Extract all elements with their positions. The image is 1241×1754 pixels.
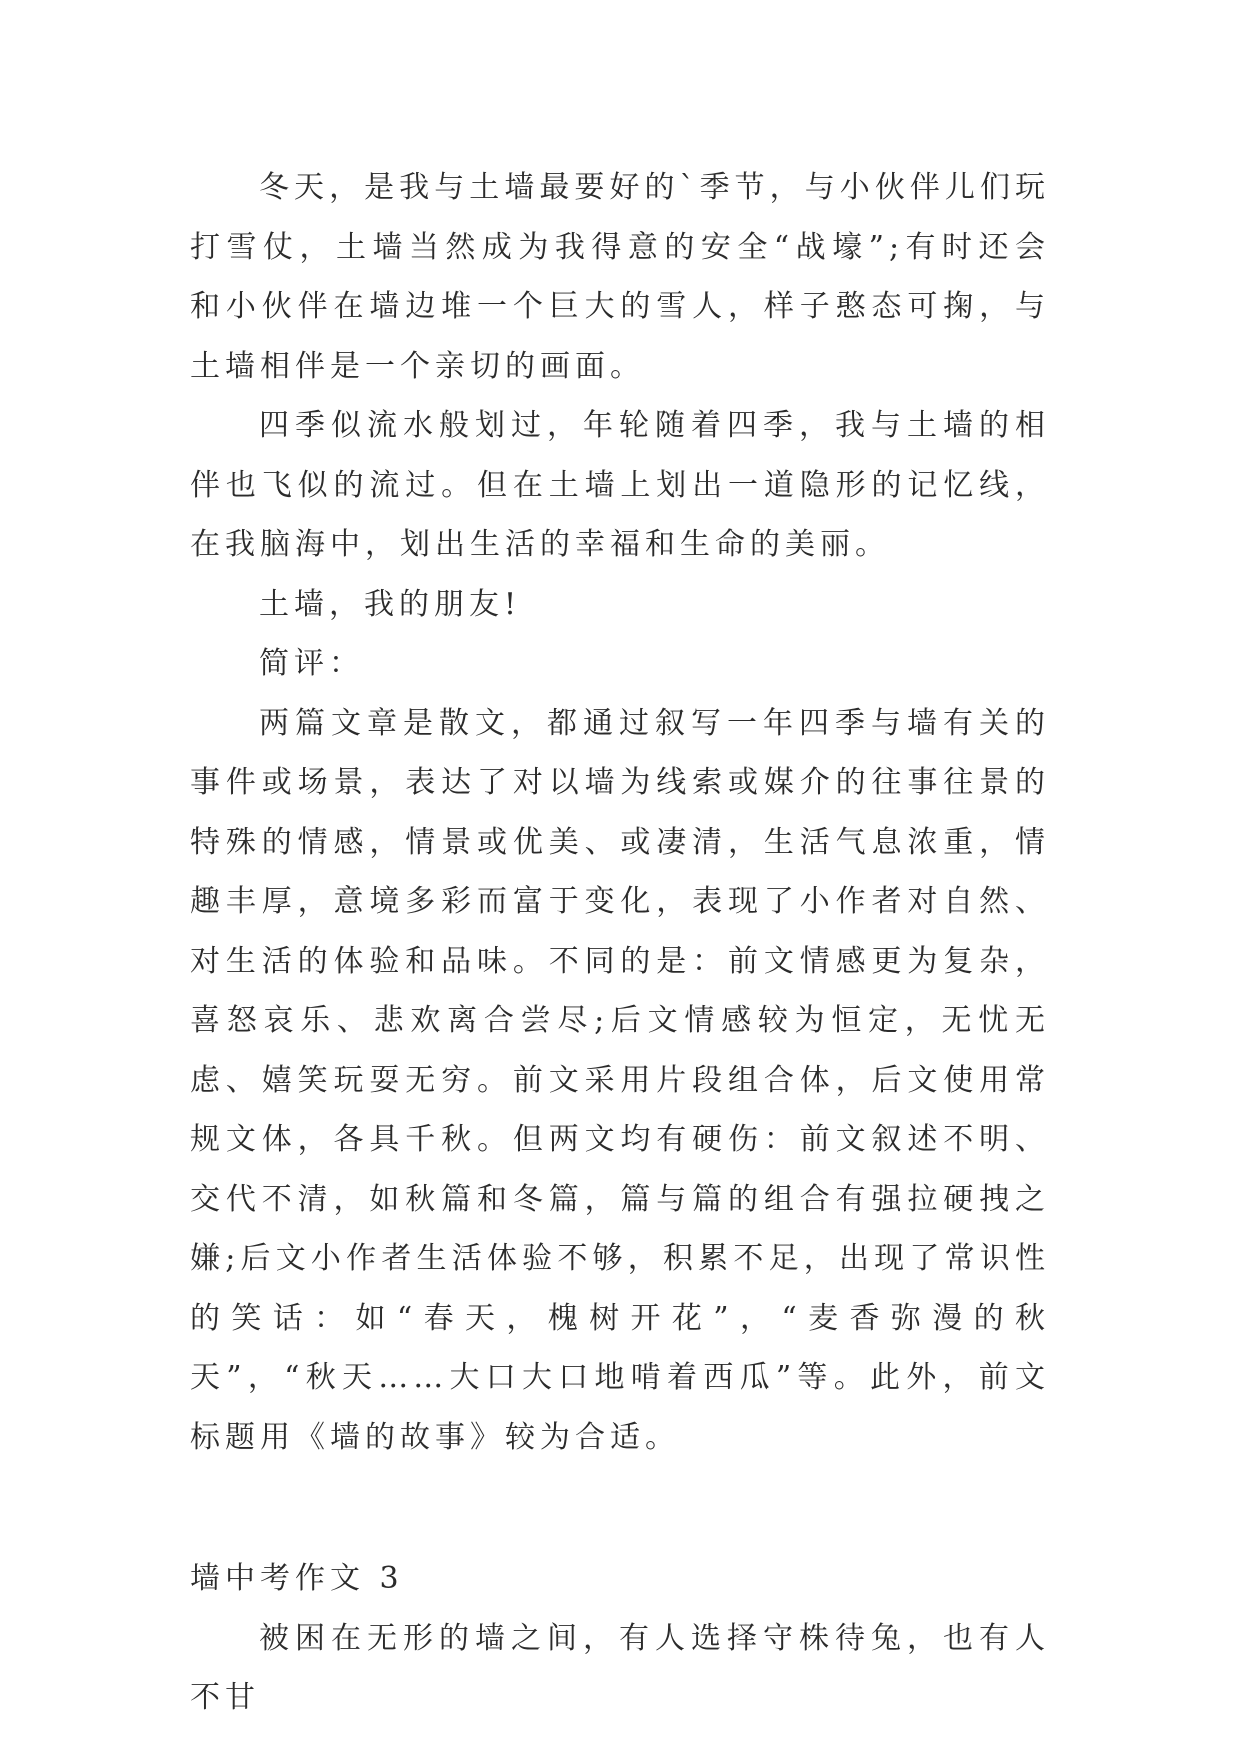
document-body: [190, 158, 1050, 1728]
paragraph-review-label: 简评：: [259, 646, 364, 681]
paragraph-section-intro: 被困在无形的墙之间，有人选择守株待兔，也有人不甘: [190, 1620, 1050, 1715]
paragraph-friend: 土墙，我的朋友!: [259, 586, 522, 622]
section-title: 墙中考作文 3: [190, 1561, 404, 1596]
paragraph-seasons: 四季似流水般划过，年轮随着四季，我与土墙的相伴也飞似的流过。但在土墙上划出一道隐形的记忆线，在我脑海中，划出生活的幸福和生命的美丽。: [190, 408, 1050, 562]
paragraph-review: 两篇文章是散文，都通过叙写一年四季与墙有关的事件或场景，表达了对以墙为线索或媒介的往事往景的特殊的情感，情景或优美、或凄清，生活气息浓重，情趣丰厚，意境多彩而富于变化，表现了小作者对自然、对生活的体验和品味。不同的是：前文情感更为复杂，喜怒哀乐、悲欢离合尝尽;后文情感较为恒定，无忧无虑、嬉笑玩耍无穷。前文采用片段组合体，后文使用常规文体，各具千秋。但两文均有硬伤：前文叙述不明、交代不清，如秋篇和冬篇，篇与篇的组合有强拉硬拽之嫌;后文小作者生活体验不够，积累不足，出现了常识性的笑话：如“春天，槐树开花”，“麦香弥漫的秋天”，“秋天……大口大口地啃着西瓜”等。此外，前文标题用《墙的故事》较为合适。: [190, 705, 1050, 1455]
paragraph-winter: 冬天，是我与土墙最要好的`季节，与小伙伴儿们玩打雪仗，土墙当然成为我得意的安全“战壕”;有时还会和小伙伴在墙边堆一个巨大的雪人，样子憨态可掬，与土墙相伴是一个亲切的画面。: [190, 170, 1050, 384]
